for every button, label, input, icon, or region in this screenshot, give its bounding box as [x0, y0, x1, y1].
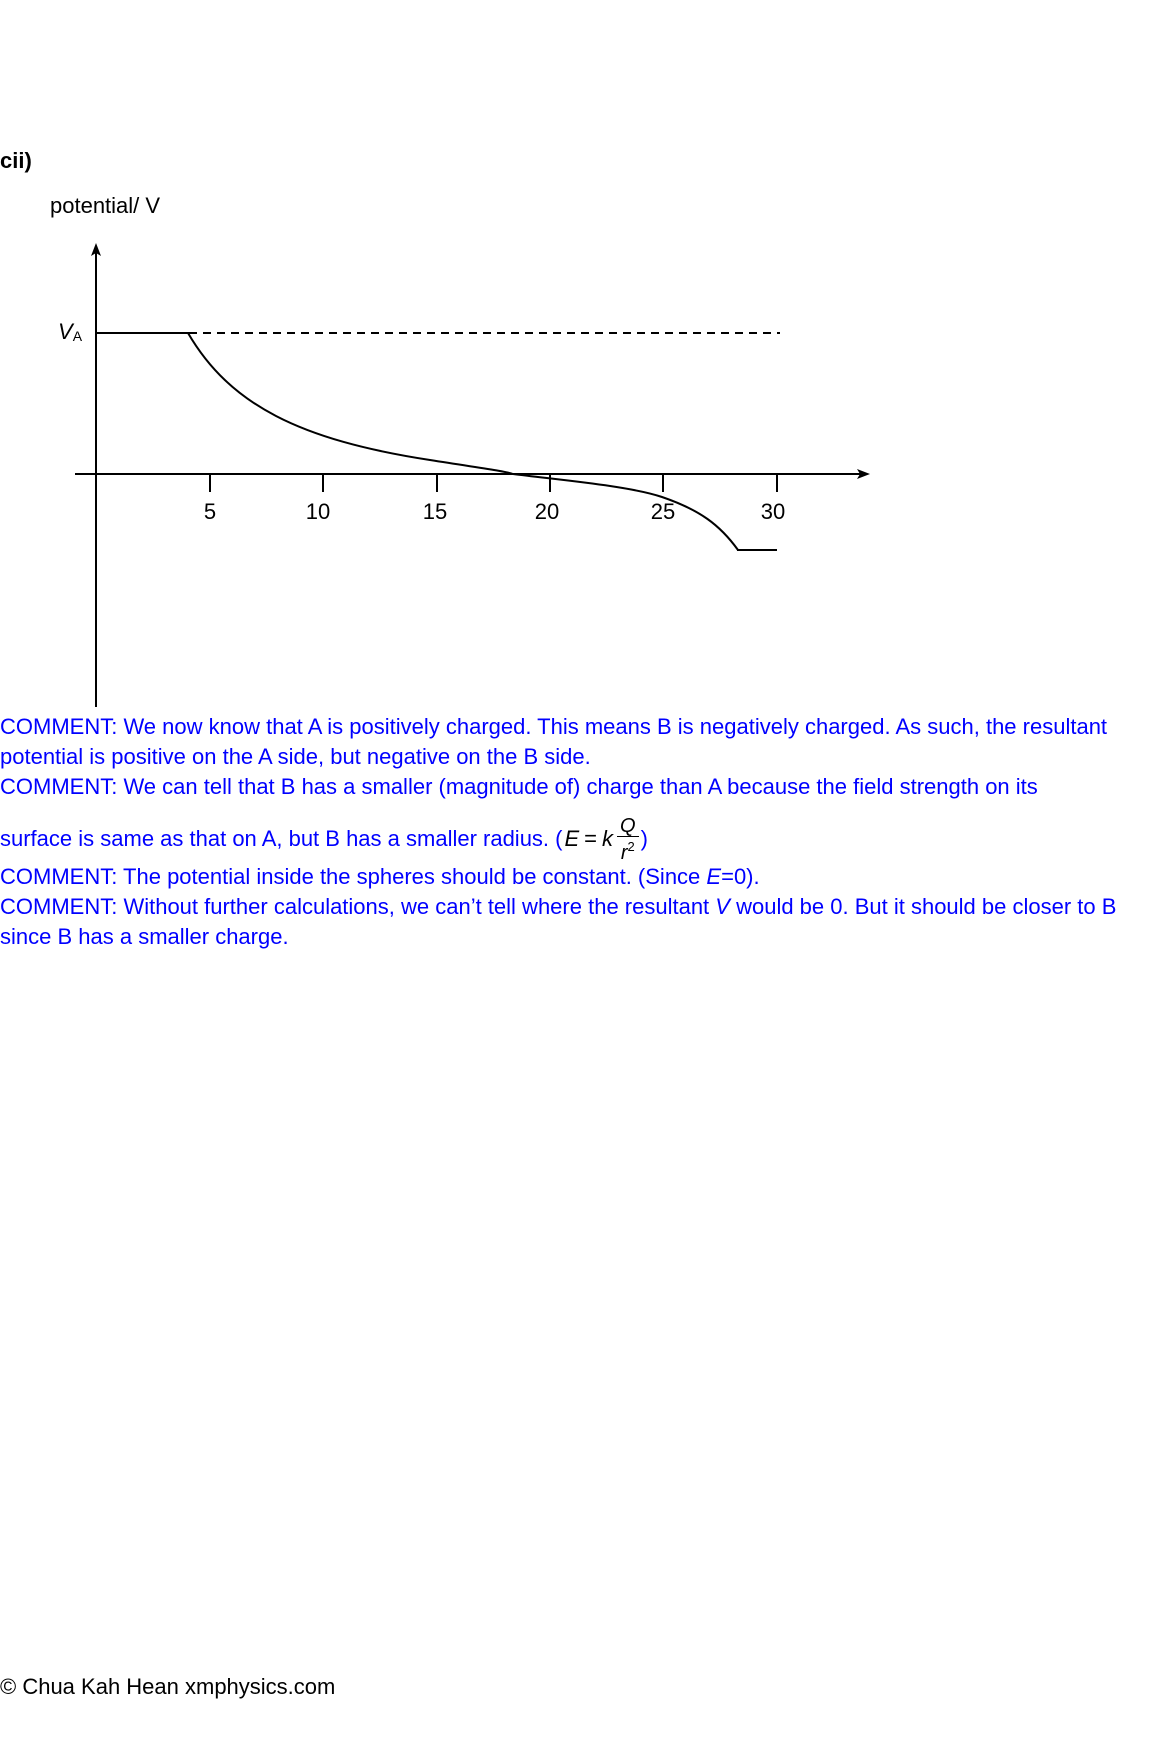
comment-4-line-2: since B has a smaller charge.	[0, 924, 289, 949]
formula-exponent: 2	[627, 838, 635, 854]
va-label: VA	[58, 319, 83, 344]
comment-4-line-1	[0, 892, 1166, 922]
formula-numerator: Q	[617, 816, 639, 837]
formula-fraction	[617, 816, 639, 863]
tick-label-5: 5	[203, 499, 217, 524]
comment-4-text: COMMENT: Without further calculations, we can’t tell where the resultant	[0, 894, 716, 919]
y-axis-label: potential/ V	[50, 193, 161, 218]
comment-4-end: would be 0. But it should be closer to B	[729, 894, 1117, 919]
comment-3-end: =0).	[721, 864, 760, 889]
comment-2-text: surface is same as that on A, but B has a smaller radius. (	[0, 826, 563, 851]
comment-3-e: E	[706, 864, 722, 889]
tick-label-15: 15	[422, 499, 448, 524]
x-ticks	[96, 474, 777, 492]
comments-block	[0, 712, 1166, 952]
formula-e: E	[564, 826, 580, 851]
comment-3-text: COMMENT: The potential inside the spheres should be constant. (Since	[0, 864, 707, 889]
comment-1-line-2: potential is positive on the A side, but negative on the B side.	[0, 744, 591, 769]
formula-close-paren: )	[640, 826, 648, 851]
tick-label-25: 25	[650, 499, 676, 524]
formula-r: r	[620, 841, 628, 864]
tick-label-20: 20	[534, 499, 560, 524]
question-label: cii)	[0, 148, 32, 173]
comment-4-v: V	[715, 894, 730, 919]
formula-k: k	[602, 826, 614, 851]
potential-graph	[0, 0, 1166, 720]
formula-denominator	[621, 837, 635, 863]
tick-label-30: 30	[760, 499, 786, 524]
copyright-footer: © Chua Kah Hean xmphysics.com	[0, 1674, 336, 1699]
field-strength-formula	[564, 816, 638, 863]
tick-label-10: 10	[305, 499, 331, 524]
comment-2-line-1: COMMENT: We can tell that B has a smaller (magnitude of) charge than A because the field strength on its	[0, 774, 1038, 799]
comment-1-line-1: COMMENT: We now know that A is positively charged. This means B is negatively charged. As such, the resultant	[0, 714, 1108, 739]
comment-3	[0, 862, 1166, 892]
comment-2-line-2	[0, 816, 1166, 862]
formula-equals: =	[584, 826, 598, 851]
